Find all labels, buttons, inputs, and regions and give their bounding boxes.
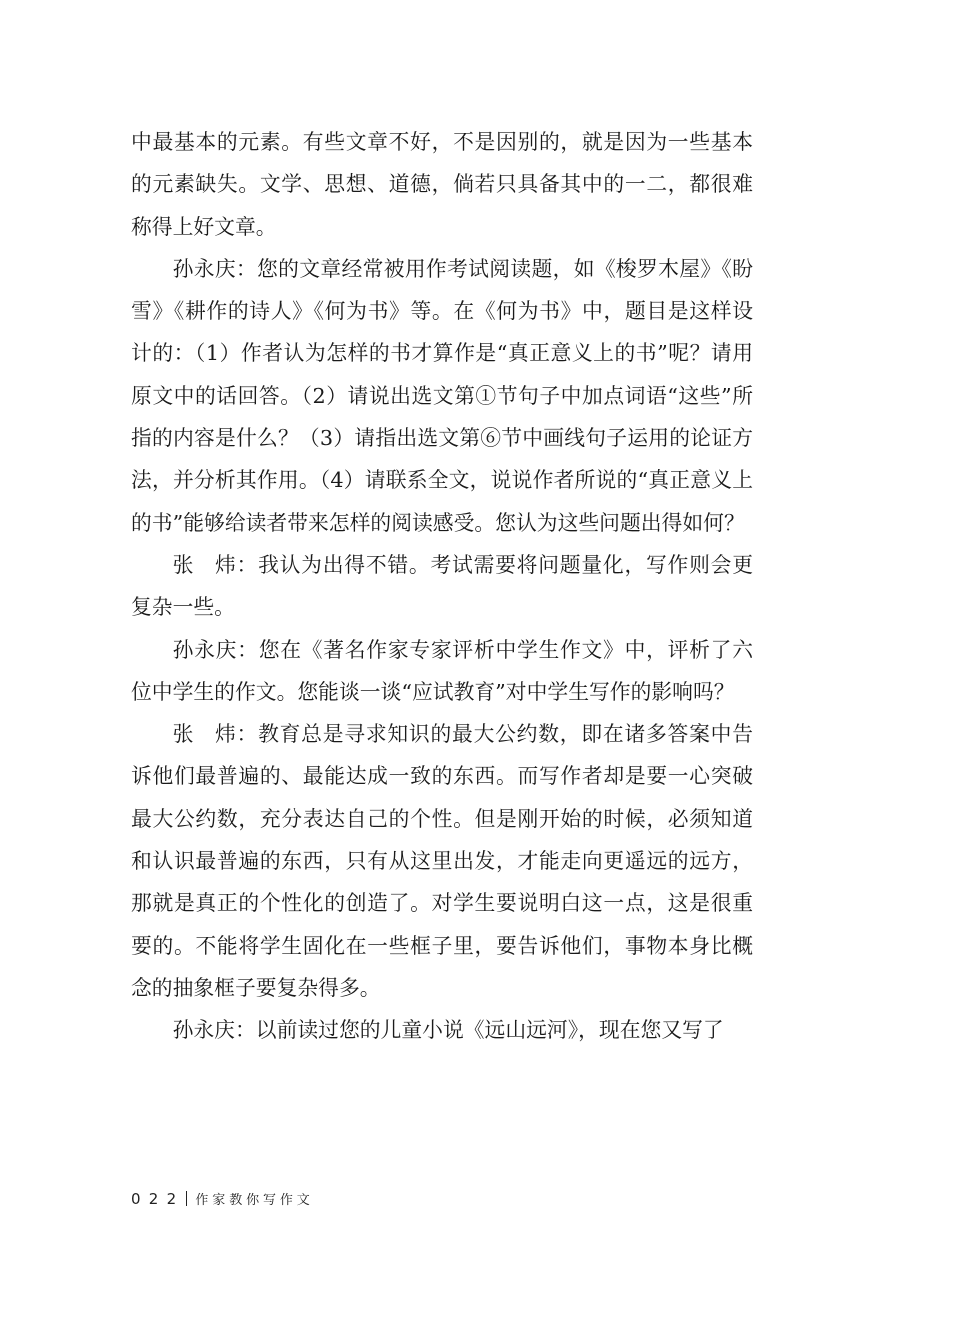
paragraph-text: 我认为出得不错。考试需要将问题量化，写作则会更复杂一些。 <box>131 552 753 620</box>
paragraph-text: 您的文章经常被用作考试阅读题，如《梭罗木屋》《盼雪》《耕作的诗人》《何为书》等。在《何为书》中，题目是这样设计的：（1）作者认为怎样的书才算作是“真正意义上的书”呢？请用原文中的话回答。（2）请说出选文第①节句子中加点词语“这些”所指的内容是什么？（3）请指出选文第⑥节中画线句子运用的论证方法，并分析其作用。（4）请联系全文，说说作者所说的“真正意义上的书”能够给读者带来怎样的阅读感受。您认为这些问题出得如何？ <box>131 256 753 535</box>
speaker-label: 孙永庆： <box>172 637 259 662</box>
speaker-label: 孙永庆： <box>172 1018 256 1043</box>
paragraph-text: 中最基本的元素。有些文章不好，不是因别的，就是因为一些基本的元素缺失。文学、思想、道德，倘若只具备其中的一二，都很难称得上好文章。 <box>131 130 753 239</box>
book-title: 作家教你写作文 <box>195 1193 314 1208</box>
paragraph-4 <box>131 629 753 714</box>
paragraph-text: 您在《著名作家专家评析中学生作文》中，评析了六位中学生的作文。您能谈一谈“应试教育”对中学生写作的影响吗？ <box>131 637 753 704</box>
paragraph-3 <box>131 544 753 629</box>
speaker-label: 孙永庆： <box>172 256 258 281</box>
speaker-label: 张 <box>172 722 215 747</box>
speaker-label-rest: 炜： <box>214 552 259 577</box>
speaker-label: 张 <box>172 552 215 577</box>
paragraph-1 <box>131 121 753 248</box>
speaker-label-rest: 炜： <box>214 722 259 747</box>
page-footer <box>131 1189 314 1208</box>
footer-divider <box>186 1191 187 1206</box>
paragraph-text: 教育总是寻求知识的最大公约数，即在诸多答案中告诉他们最普遍的、最能达成一致的东西。而写作者却是要一心突破最大公约数，充分表达自己的个性。但是刚开始的时候，必须知道和认识最普遍的东西，只有从这里出发，才能走向更遥远的远方，那就是真正的个性化的创造了。对学生要说明白这一点，这是很重要的。不能将学生固化在一些框子里，要告诉他们，事物本身比概念的抽象框子要复杂得多。 <box>131 722 753 1000</box>
page-body <box>131 121 753 1052</box>
paragraph-text: 以前读过您的儿童小说《远山远河》，现在您又写了 <box>255 1018 724 1043</box>
paragraph-6 <box>131 1009 753 1051</box>
paragraph-2 <box>131 248 753 544</box>
paragraph-5 <box>131 713 753 1009</box>
page-number: 022 <box>131 1189 185 1208</box>
